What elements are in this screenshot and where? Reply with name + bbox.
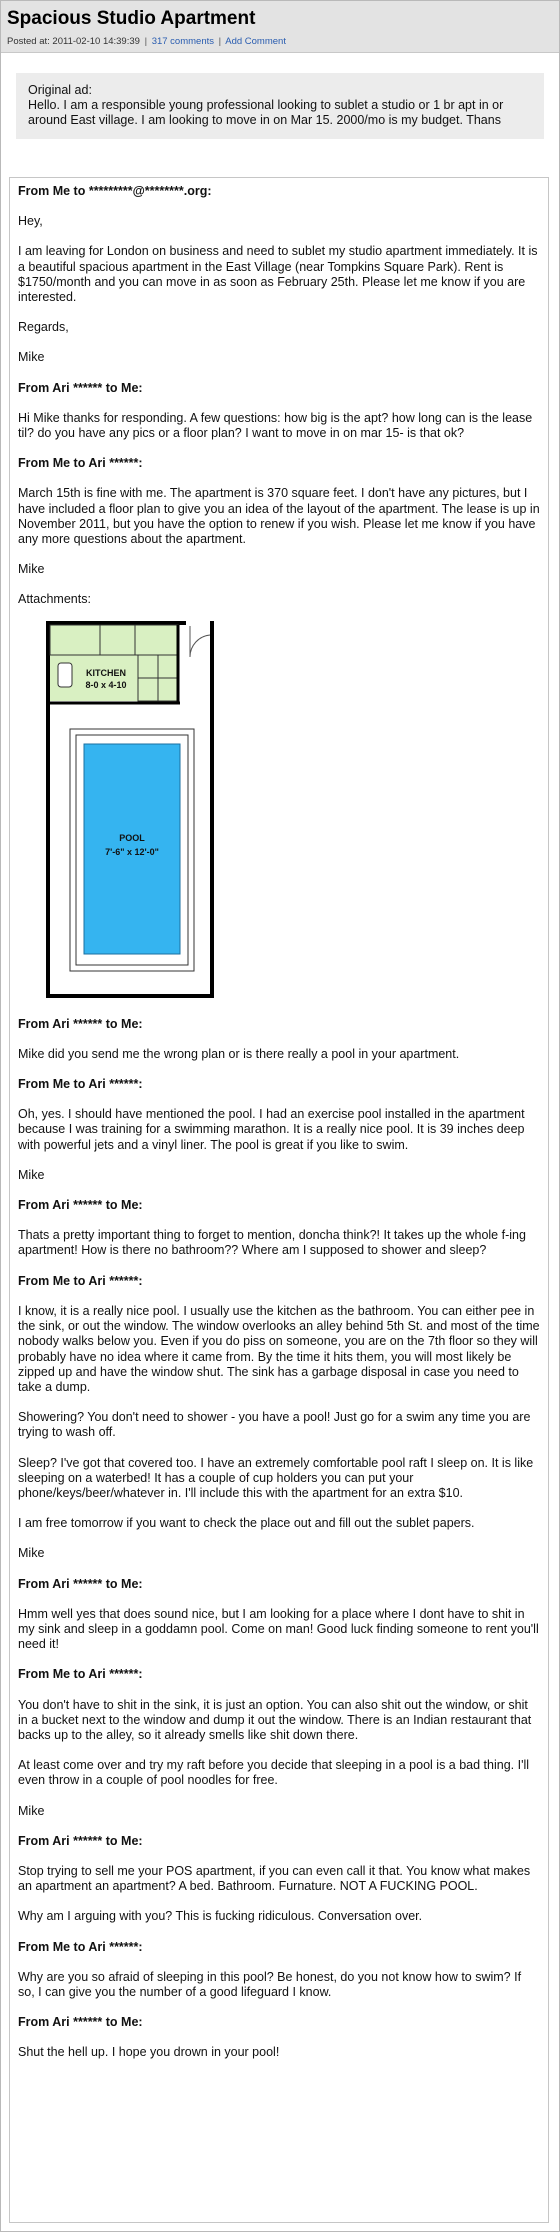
sink-icon	[58, 663, 72, 687]
kitchen-dimensions: 8-0 x 4-10	[85, 679, 127, 690]
message-text: Stop trying to sell me your POS apartment, if you can even call it that. You know what makes an apartment an apartment? A bed. Bathroom. Furnature. NOT A FUCKING POOL.	[18, 1863, 531, 1894]
meta-separator: |	[144, 36, 148, 47]
message-text: Sleep? I've got that covered too. I have an extremely comfortable pool raft I sleep on. It is like sleeping on a waterbed! It has a couple of cup holders you can put your phone/keys/beer/whatever in. I'll include this with the apartment for an extra $10.	[18, 1455, 534, 1500]
message-sender: From Me to Ari ******:	[18, 1273, 143, 1288]
pool-dimensions: 7'-6" x 12'-0"	[105, 846, 159, 857]
original-ad-label: Original ad:	[28, 83, 92, 97]
original-ad-box	[16, 73, 544, 139]
message-text: You don't have to shit in the sink, it is just an option. You can also shit out the window, or shit in a bucket next to the window and dump it out the window. There is an Indian restaurant that backs up to the alley, so it already smells like shit down there.	[18, 1697, 532, 1742]
message-sender: From Ari ****** to Me:	[18, 1576, 143, 1591]
message-text: Regards,	[18, 320, 69, 335]
message-signature: Mike	[18, 1546, 45, 1561]
message-sender: From Me to Ari ******:	[18, 1667, 143, 1682]
floor-plan-image	[40, 617, 220, 1002]
message-text: Hi Mike thanks for responding. A few questions: how big is the apt? how long can is the lease til? do you have any pics or a floor plan? I want to move in on mar 15- is that ok?	[18, 410, 533, 441]
message-text: I am free tomorrow if you want to check the place out and fill out the sublet papers.	[18, 1516, 475, 1531]
posted-date: Posted at: 2011-02-10 14:39:39	[7, 36, 140, 47]
door-opening	[186, 621, 210, 626]
message-sender: From Me to Ari ******:	[18, 1077, 143, 1092]
message-text: Hey,	[18, 214, 43, 229]
pool-label: POOL	[119, 832, 145, 843]
message-text: At least come over and try my raft before you decide that sleeping in a pool is a bad thing. I'll even throw in a couple of pool noodles for free.	[18, 1758, 530, 1788]
page-title: Spacious Studio Apartment	[7, 8, 256, 29]
message-sender: From Ari ****** to Me:	[18, 1833, 143, 1848]
post-header	[1, 1, 559, 53]
message-text: Mike did you send me the wrong plan or is there really a pool in your apartment.	[18, 1046, 460, 1061]
original-ad-text: Hello. I am a responsible young professional looking to sublet a studio or 1 br apt in or around East village. I am looking to move in on Mar 15. 2000/mo is my budget. Thans	[28, 98, 504, 127]
kitchen-label: KITCHEN	[86, 667, 126, 678]
message-sender: From Ari ****** to Me:	[18, 1016, 143, 1031]
message-sender: From Ari ****** to Me:	[18, 1198, 143, 1213]
message-sender: From Me to *********@********.org:	[18, 184, 212, 198]
meta-separator: |	[218, 36, 222, 47]
message-text: Showering? You don't need to shower - you have a pool! Just go for a swim any time you are trying to wash off.	[18, 1410, 531, 1440]
message-text: I know, it is a really nice pool. I usually use the kitchen as the bathroom. You can either pee in the sink, or out the window. The window overlooks an alley behind 5th St. and most of the time nobody walks below you. Even if you do piss on someone, you are on the 7th floor so they will probably have no idea where it came from. By the time it hits them, you will most likely be zipped up and have the window shut. The sink has a garbage disposal in case you need to take a dump.	[18, 1303, 540, 1394]
message-text: I am leaving for London on business and need to sublet my studio apartment immediately. It is a beautiful spacious apartment in the East Village (near Tompkins Square Park). Rent is $1750/month and you can move in as soon as February 25th. Please let me know if you are interested.	[18, 244, 538, 305]
message-sender: From Me to Ari ******:	[18, 1939, 143, 1954]
add-comment-link[interactable]: Add Comment	[225, 36, 286, 47]
comments-link[interactable]: 317 comments	[151, 36, 214, 47]
message-text: Why are you so afraid of sleeping in this pool? Be honest, do you not know how to swim? If so, I can give you the number of a good lifeguard I know.	[18, 1969, 522, 1999]
message-text: Oh, yes. I should have mentioned the pool. I had an exercise pool installed in the apartment because I was training for a swimming marathon. It is a really nice pool. It is 39 inches deep with powerful jets and a vinyl liner. The pool is great if you like to swim.	[18, 1107, 525, 1152]
attachments-label: Attachments:	[18, 592, 91, 607]
email-conversation	[9, 177, 549, 2223]
message-text: Shut the hell up. I hope you drown in your pool!	[18, 2045, 280, 2060]
message-signature: Mike	[18, 1167, 45, 1182]
message-signature: Mike	[18, 1803, 45, 1818]
post-meta	[7, 36, 553, 48]
message-sender: From Ari ****** to Me:	[18, 380, 143, 395]
message-text: Why am I arguing with you? This is fucking ridiculous. Conversation over.	[18, 1909, 423, 1924]
message-text: Thats a pretty important thing to forget to mention, doncha think?! It takes up the whole f-ing apartment! How is there no bathroom?? Where am I supposed to shower and sleep?	[18, 1228, 526, 1258]
message-sender: From Ari ****** to Me:	[18, 2015, 143, 2030]
message-signature: Mike	[18, 562, 45, 577]
message-text: March 15th is fine with me. The apartment is 370 square feet. I don't have any pictures, but I have included a floor plan to give you an idea of the layout of the apartment. The lease is up in November 2011, but you have the option to renew if you wish. Please let me know if you have any more questions about the apartment.	[18, 486, 540, 547]
floor-plan-attachment[interactable]	[40, 617, 220, 1002]
message-sender: From Me to Ari ******:	[18, 456, 143, 471]
message-signature: Mike	[18, 350, 45, 365]
message-text: Hmm well yes that does sound nice, but I am looking for a place where I dont have to shit in my sink and sleep in a goddamn pool. Come on man! Good luck finding someone to rent you'll need it!	[18, 1606, 539, 1652]
